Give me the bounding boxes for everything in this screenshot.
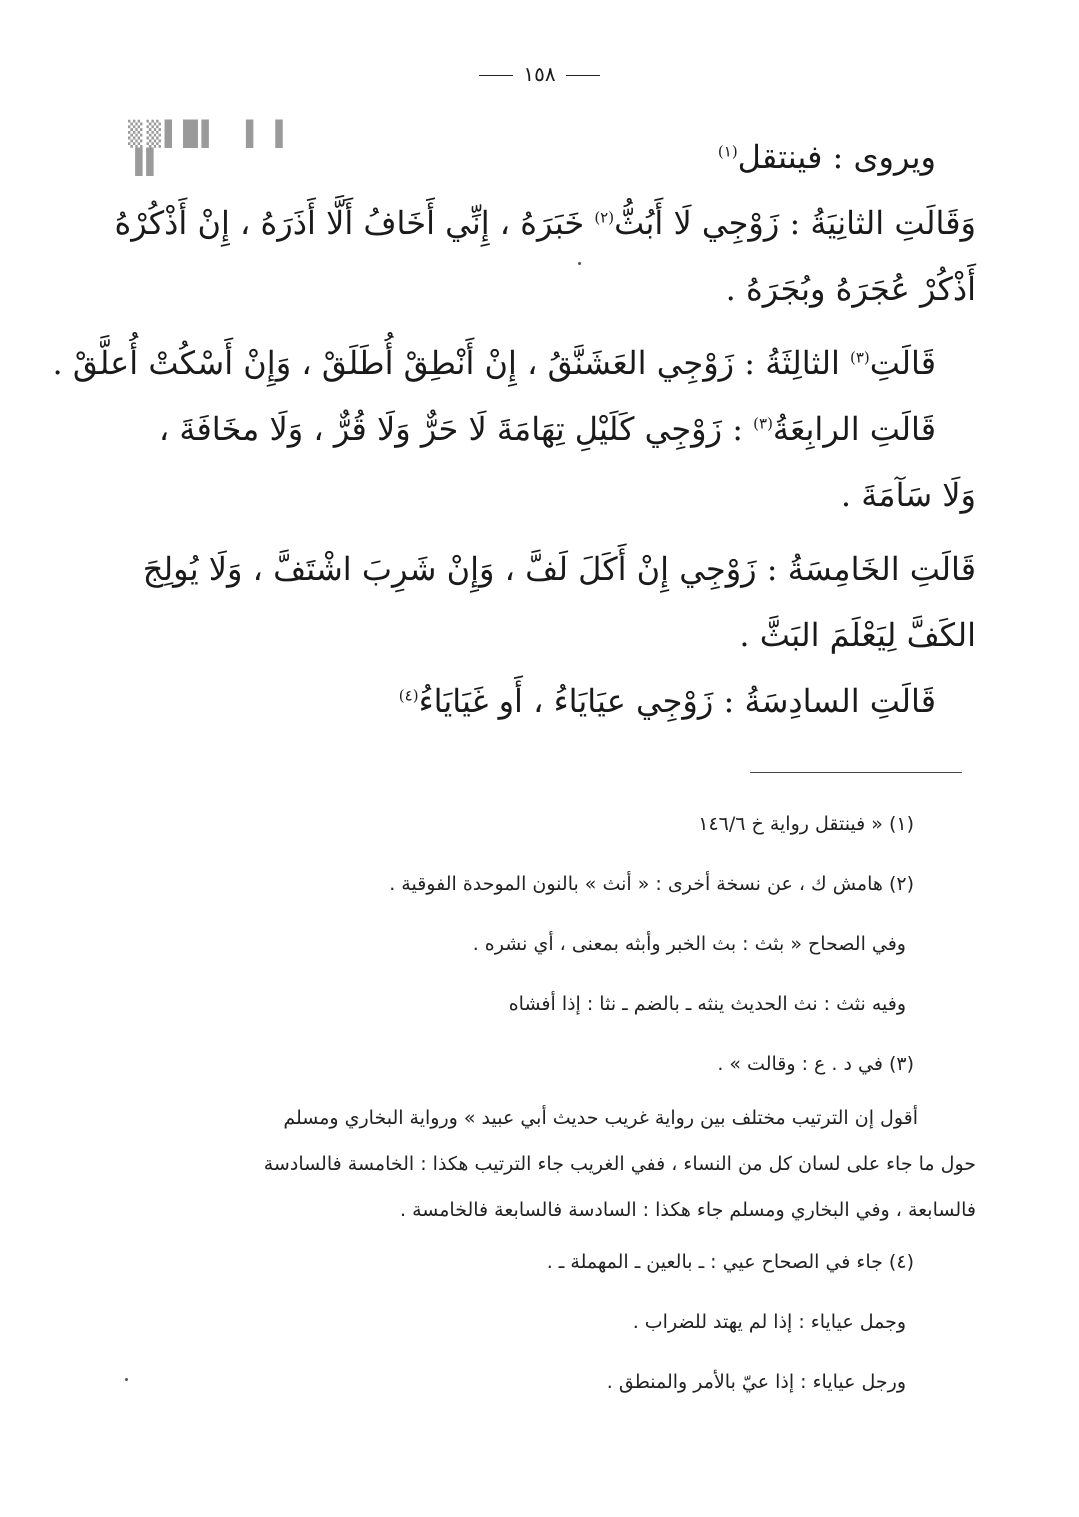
text-segment: الثالِثَةُ : زَوْجِي العَشَنَّقُ ، إِنْ أَنْطِقْ أُطَلَقْ ، وَإِنْ أَسْكُتْ أُعلَّقْ . [52, 344, 850, 382]
text-line [120, 396, 976, 462]
page-number [0, 62, 1079, 86]
editor-comment-line: فالسابعة ، وفي البخاري ومسلم جاء هكذا : السادسة فالسابعة فالخامسة . [400, 1199, 976, 1221]
footnote-ref: (٤) [398, 686, 419, 705]
text-line: أَذْكُرْ عُجَرَهُ وبُجَرَهُ . [725, 270, 976, 308]
main-text [52, 124, 976, 734]
footnote-line: (١) « فينتقل رواية خ ١٤٦/٦ [698, 813, 914, 835]
editor-comment-line: حول ما جاء على لسان كل من النساء ، ففي الغريب جاء الترتيب هكذا : الخامسة فالسادسة [263, 1153, 976, 1175]
footnotes [118, 798, 976, 1416]
text-segment: قَالَتِ الرابِعَةُ [772, 410, 936, 448]
text-segment: خَبَرَهُ ، إِنِّي أَخَافُ أَلَّا أَذَرَهُ ، إِنْ أَذْكُرْهُ [114, 204, 595, 242]
footnote-line: وفي الصحاح « بثث : بث الخبر وأبثه بمعنى ، أي نشره . [472, 933, 906, 955]
text-segment: قَالَتِ [869, 344, 936, 382]
footnote-ref: (١) [717, 142, 738, 161]
footnote-line: (٤) جاء في الصحاح عيي : ـ بالعين ـ المهملة ـ . [546, 1251, 914, 1273]
footnote-line: وجمل عياياء : إذا لم يهتد للضراب . [632, 1311, 906, 1333]
footnote-line: وفيه نثث : نث الحديث ينثه ـ بالضم ـ نثا : إذا أفشاه [508, 993, 906, 1015]
page-number-dash [566, 75, 600, 76]
text-line [114, 190, 976, 256]
footnote-ref: (٣) [753, 414, 773, 433]
text-line [120, 668, 976, 734]
text-segment: : زَوْجِي كَلَيْلِ تِهَامَةَ لَا حَرٌّ وَلَا قُرٌّ ، وَلَا مخَافَةَ ، [158, 410, 754, 448]
editor-comment-line: أقول إن الترتيب مختلف بين رواية غريب حديث أبي عبيد » ورواية البخاري ومسلم [283, 1107, 918, 1129]
text-line [52, 330, 976, 396]
text-segment: وَقَالَتِ الثانِيَةُ : زَوْجِي لَا أَبُثُّ [614, 204, 976, 242]
footnote-line: (٣) في د . ع : وقالت » . [717, 1053, 914, 1075]
text-segment: قَالَتِ السادِسَةُ : زَوْجِي عيَايَاءُ ، أَو غَيَايَاءُ [418, 682, 936, 720]
text-line: الكَفَّ لِيَعْلَمَ البَثَّ . [739, 616, 976, 654]
scan-artifact-marks: ▒▒▌█▌ ▐ ▌ ▐▌ [128, 120, 295, 176]
footnote-divider [750, 772, 962, 773]
footnote-line: (٢) هامش ك ، عن نسخة أخرى : « أنث » بالنون الموحدة الفوقية . [389, 873, 914, 895]
text-line: قَالَتِ الخَامِسَةُ : زَوْجِي إِنْ أَكَلَ لَفَّ ، وَإِنْ شَرِبَ اشْتَفَّ ، وَلَا يُولِجَ [142, 550, 976, 588]
page-number-text: ١٥٨ [523, 62, 556, 86]
text-line [120, 124, 976, 190]
footnote-line: ورجل عياياء : إذا عيّ بالأمر والمنطق . [606, 1371, 906, 1393]
text-segment: ويروى : فينتقل [737, 138, 936, 176]
page-number-dash [479, 75, 513, 76]
footnote-ref: (٢) [594, 208, 615, 227]
footnote-ref: (٣) [850, 348, 870, 367]
text-line: وَلَا سَآمَةَ . [840, 476, 976, 514]
